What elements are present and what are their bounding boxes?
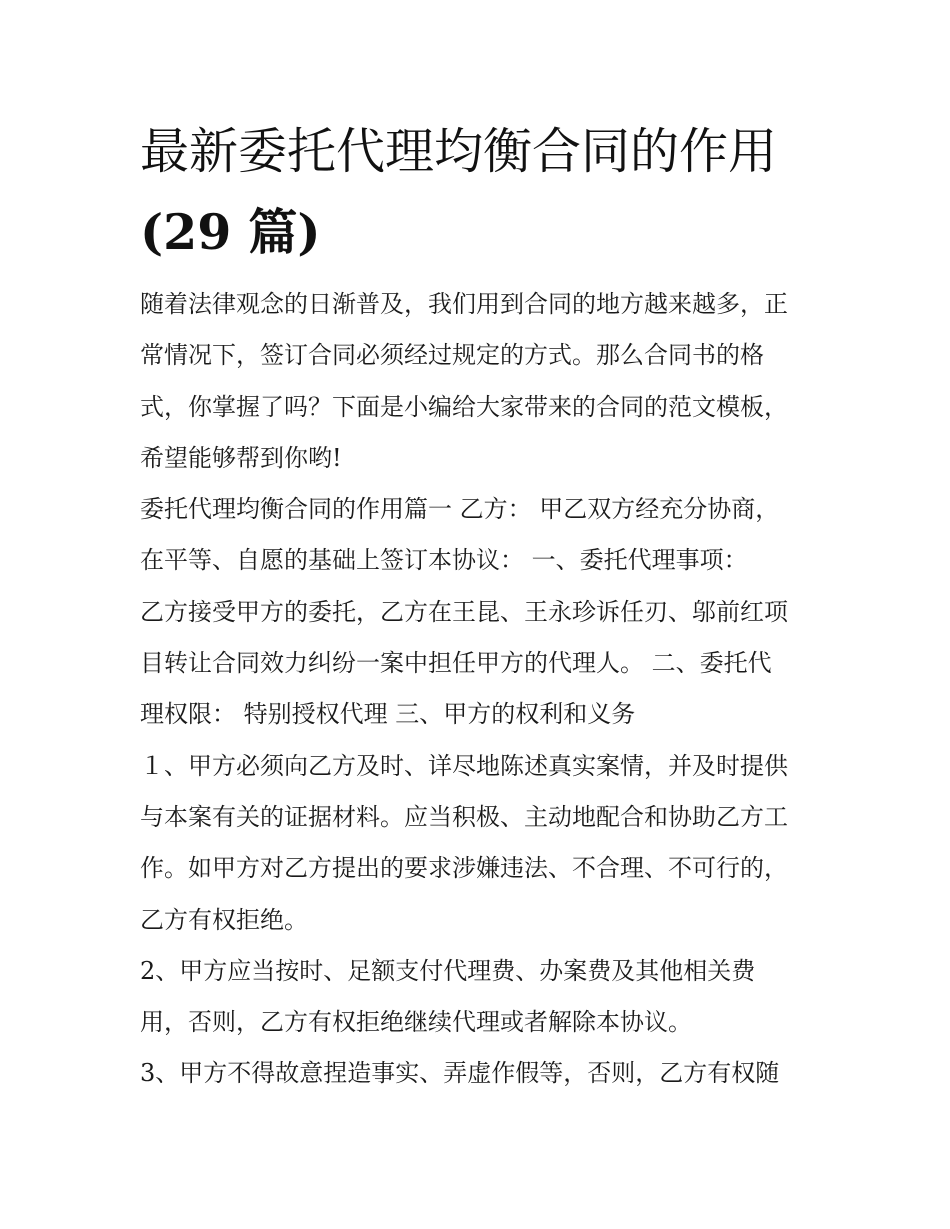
- text-line: 3、甲方不得故意捏造事实、弄虚作假等，否则，乙方有权随: [140, 1059, 780, 1088]
- title-line-2: (29 篇): [140, 203, 321, 261]
- text-line: 在平等、自愿的基础上签订本协议： 一、委托代理事项：: [140, 546, 748, 575]
- title-line-1: 最新委托代理均衡合同的作用: [140, 123, 778, 180]
- text-line: 常情况下，签订合同必须经过规定的方式。那么合同书的格: [140, 341, 764, 370]
- text-line: 作。如甲方对乙方提出的要求涉嫌违法、不合理、不可行的，: [140, 854, 788, 883]
- text-line: 随着法律观念的日渐普及，我们用到合同的地方越来越多，正: [140, 290, 788, 318]
- text-line: 理权限： 特别授权代理 三、甲方的权利和义务: [140, 700, 636, 729]
- document-body: [140, 279, 820, 1100]
- text-line: 用，否则，乙方有权拒绝继续代理或者解除本协议。: [140, 1008, 692, 1037]
- text-line: 目转让合同效力纠纷一案中担任甲方的代理人。 二、委托代: [140, 649, 772, 678]
- text-line: 希望能够帮到你哟!: [140, 443, 342, 472]
- text-line: 与本案有关的证据材料。应当积极、主动地配合和协助乙方工: [140, 802, 788, 831]
- text-line: 委托代理均衡合同的作用篇一 乙方： 甲乙双方经充分协商，: [140, 495, 780, 524]
- text-line: 乙方接受甲方的委托，乙方在王昆、王永珍诉任刃、邬前红项: [140, 597, 788, 626]
- text-line: １、甲方必须向乙方及时、详尽地陈述真实案情，并及时提供: [140, 751, 788, 780]
- text-line: 乙方有权拒绝。: [140, 905, 308, 934]
- document-title: [140, 112, 830, 272]
- text-line: 2、甲方应当按时、足额支付代理费、办案费及其他相关费: [140, 956, 756, 985]
- text-line: 式，你掌握了吗？下面是小编给大家带来的合同的范文模板，: [140, 392, 788, 421]
